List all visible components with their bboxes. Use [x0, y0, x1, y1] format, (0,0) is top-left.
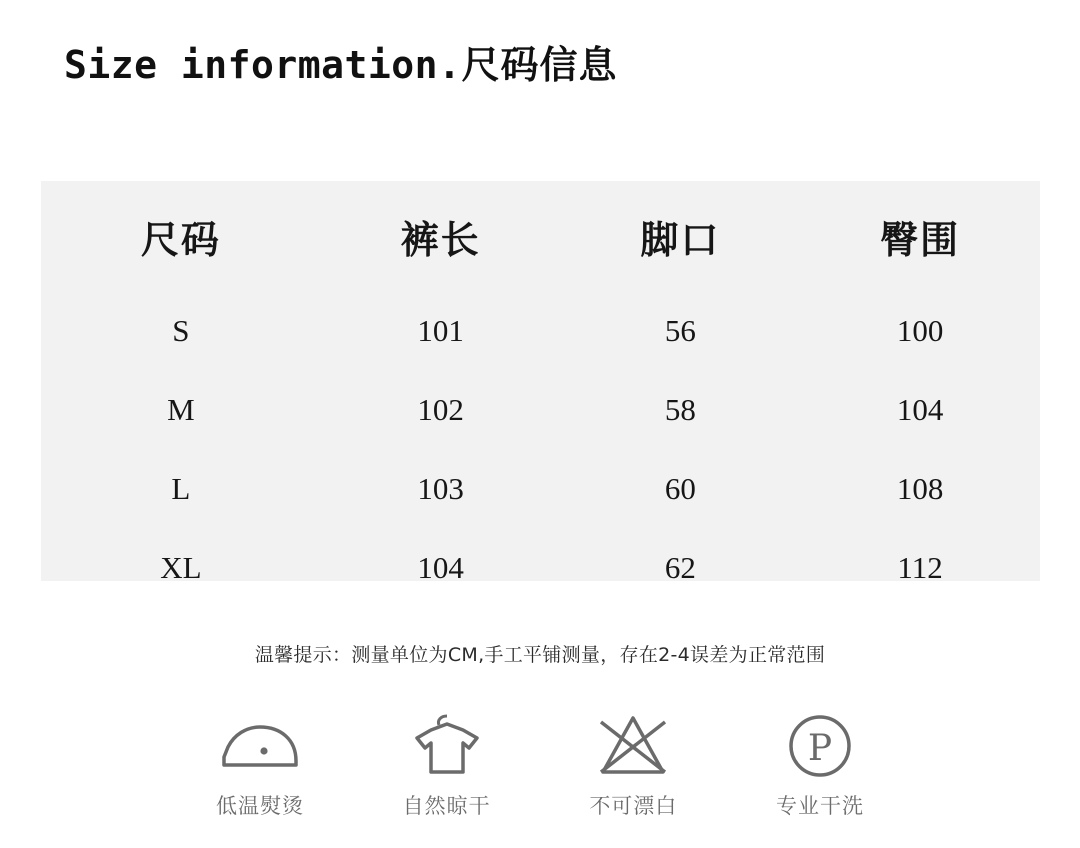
- cell-leg-opening: 58: [664, 391, 696, 427]
- professional-dry-clean-icon: [774, 710, 866, 782]
- cell-leg-opening: 60: [664, 470, 696, 506]
- cell-hip: 104: [896, 391, 944, 427]
- column-header-hip: 臀围: [880, 216, 961, 262]
- care-item-iron: [180, 710, 340, 820]
- do-not-bleach-icon: [587, 710, 679, 782]
- care-item-dry-clean: [740, 710, 900, 820]
- cell-hip: 100: [896, 312, 944, 348]
- cell-leg-opening: 56: [664, 312, 696, 348]
- care-label: 低温熨烫: [216, 794, 304, 818]
- care-label: 专业干洗: [775, 794, 864, 818]
- care-instructions-row: [180, 710, 900, 820]
- table-row: [41, 449, 1040, 528]
- page-title-chinese: 尺码信息: [461, 43, 618, 87]
- column-header-leg-opening: 脚口: [640, 216, 721, 262]
- iron-low-heat-icon: [214, 710, 306, 782]
- table-row: [41, 370, 1040, 449]
- cell-hip: 108: [896, 470, 944, 506]
- table-row: [41, 291, 1040, 370]
- cell-pant-length: 101: [417, 312, 464, 348]
- page-title: [64, 34, 617, 89]
- measurement-tip: 温馨提示：测量单位为CM,手工平铺测量，存在2-4误差为正常范围: [254, 644, 826, 666]
- svg-text:P: P: [807, 728, 833, 769]
- cell-size: M: [167, 391, 195, 427]
- table-row: [41, 528, 1040, 607]
- column-header-pant-length: 裤长: [400, 216, 481, 262]
- cell-hip: 112: [897, 549, 943, 585]
- size-table: [41, 181, 1040, 607]
- size-table-container: [41, 181, 1040, 585]
- cell-pant-length: 103: [417, 470, 464, 506]
- cell-pant-length: 102: [417, 391, 464, 427]
- care-item-natural-dry: [367, 710, 527, 820]
- natural-dry-icon: [401, 710, 493, 782]
- cell-pant-length: 104: [417, 549, 464, 585]
- page-title-english: Size information.: [64, 43, 462, 87]
- cell-size: S: [172, 312, 190, 348]
- cell-size: L: [171, 470, 191, 506]
- care-label: 自然晾干: [402, 794, 491, 818]
- table-header-row: [41, 181, 1040, 291]
- cell-size: XL: [160, 549, 202, 585]
- care-label: 不可漂白: [589, 794, 678, 818]
- cell-leg-opening: 62: [664, 549, 696, 585]
- care-item-no-bleach: [553, 710, 713, 820]
- column-header-size: 尺码: [140, 216, 221, 262]
